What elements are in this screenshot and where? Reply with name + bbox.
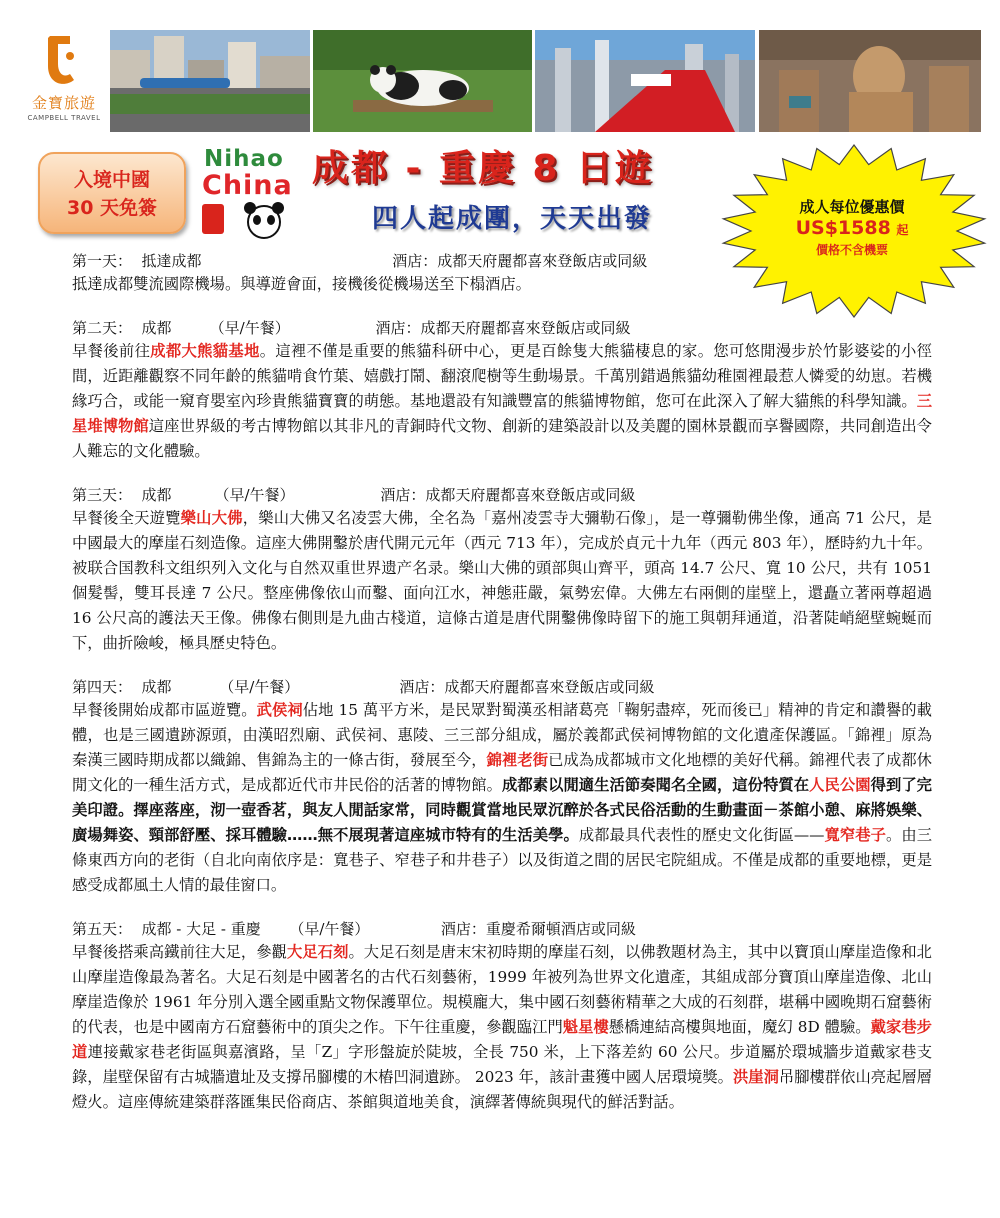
nihao-text: Nihao [204, 146, 284, 172]
description-text: 成都素以閒適生活節奏聞名全國，這份特質在 [502, 776, 810, 794]
badge-line-1: 入境中國 [73, 169, 150, 191]
visa-free-badge [38, 152, 186, 234]
city-monorail-photo [110, 30, 310, 132]
panda-photo [313, 30, 532, 132]
description-text: 早餐後開始成都市區遊覽。 [72, 701, 257, 719]
description-text: 。由三條東西方向的老街（自北向南依序是：寬巷子、窄巷子和井巷子）以及街道之間的居民宅院組成。不僅是成都的重要地標，更是感受成都風土人情的最佳窗口。 [72, 826, 932, 894]
badge-line-2: 30 天免簽 [66, 197, 158, 219]
highlight-attraction: 樂山大佛 [180, 509, 243, 527]
highlight-attraction: 洪崖洞 [732, 1068, 779, 1086]
day-header: 第一天： 抵達成都 酒店：成都天府麗都喜來登飯店或同級 [72, 252, 648, 270]
description-text: 佔地 15 萬平方米，是民眾對蜀漢丞相諸葛亮「鞠躬盡瘁，死而後已」精神的肯定和讚譽的載體，也是三國遺跡源頭，由漢昭烈廟、武侯祠、惠陵、三三部分組成，屬於義都武侯祠博物館的文化遺產保護區。「錦裡」原為秦漢三國時期成都以織錦、售錦為主的一條古街，發展至今， [72, 701, 932, 769]
description-text: 懸橋連結高樓與地面，魔幻 8D 體驗。 [608, 1018, 871, 1036]
day-description [72, 506, 932, 656]
description-text: 抵達成都雙流國際機場。與導遊會面，接機後從機場送至下榻酒店。 [72, 275, 531, 293]
description-text: 連接戴家巷老街區與嘉濱路，呈「Z」字形盤旋於陡坡，全長 750 米，上下落差約 60 公尺。步道屬於環城牆步道戴家巷支錄，崖壁保留有古城牆遺址及支撐吊腳樓的木樁凹洞遺跡。 2023 年，該計畫獲中國人居環境獎。 [72, 1043, 932, 1086]
highlight-attraction: 成都大熊貓基地 [150, 342, 260, 360]
page-title: 成都 - 重慶 8 日遊 [312, 148, 655, 189]
day-header: 第三天： 成都 （早/午餐） 酒店：成都天府麗都喜來登飯店或同級 [72, 486, 636, 504]
highlight-attraction: 戴家巷步道 [72, 1018, 932, 1061]
price-note: 價格不含機票 [815, 243, 888, 257]
day-section [72, 484, 932, 656]
day-description [72, 940, 932, 1115]
highlight-attraction: 大足石刻 [287, 943, 349, 961]
stone-buddha-photo [759, 30, 981, 132]
description-text: ，樂山大佛又名凌雲大佛，全名為「嘉州凌雲寺大彌勒石像」，是一尊彌勒佛坐像，通高 71 公尺，是中國最大的摩崖石刻造像。這座大佛開鑿於唐代開元元年（西元 713 年），完成於貞元十九年（西元 803 年），歷時約九十年。被联合国教科文组织列入文化与自然双重世界遗产名录。樂山大佛的頭部與山齊平，頭高 14.7 公尺、寬 10 公尺，共有 1051 個髮髻，雙耳長達 7 公尺。整座佛像依山而鑿、面向江水，神態莊嚴，氣勢宏偉。大佛左右兩側的崖壁上，還矗立著兩尊超過 16 公尺高的護法天王像。佛像右側則是九曲古棧道，這條古道是唐代開鑿佛像時留下的施工與朝拜通道，沿著陡峭絕壁蜿蜒而下，曲折險峻，極具歷史特色。 [72, 509, 932, 652]
day-description [72, 698, 932, 898]
brand-name: 金寶旅遊 [31, 94, 96, 112]
city-skyline-photo [535, 30, 755, 132]
day-section [72, 918, 932, 1115]
price-box [752, 196, 952, 258]
description-text: 早餐後前往 [72, 342, 151, 360]
day-header: 第二天： 成都 （早/午餐） 酒店：成都天府麗都喜來登飯店或同級 [72, 319, 631, 337]
price-label: 成人每位優惠價 [799, 198, 905, 216]
description-text: 吊腳樓群依山亮起層層燈火。這座傳統建築群落匯集民俗商店、茶館與道地美食，演繹著傳統與現代的鮮活對話。 [72, 1068, 932, 1111]
highlight-attraction: 人民公園 [809, 776, 871, 794]
day-section [72, 250, 932, 297]
price-suffix: 起 [896, 223, 909, 237]
brand-logo [24, 30, 104, 130]
panda-icon [200, 200, 300, 240]
campbell-logo-icon [44, 34, 80, 88]
description-text: 。這裡不僅是重要的熊貓科研中心，更是百餘隻大熊貓棲息的家。您可悠閒漫步於竹影婆娑的小徑間，近距離觀察不同年齡的熊貓啃食竹葉、嬉戲打鬧、翻滾爬樹等生動場景。千萬別錯過熊貓幼稚園裡最惹人憐愛的幼崽。若機緣巧合，或能一窺育嬰室內珍貴熊貓寶寶的萌態。基地還設有知識豐富的熊貓博物館，您可在此深入了解大貓熊的科學知識。 [72, 342, 932, 410]
itinerary [72, 250, 932, 1135]
description-text: 得到了完美印證。擇座落座，沏一壺香茗，與友人閒話家常，同時觀賞當地民眾沉醉於各式民俗活動的生動畫面－茶館小憩、麻將娛樂、廣場舞姿、頸部舒壓、採耳體驗……無不展現著這座城市特有的生活美學。 [72, 776, 932, 844]
brand-subtitle: CAMPBELL TRAVEL [27, 114, 101, 122]
day-description [72, 339, 932, 464]
china-text: China [202, 170, 293, 201]
day-header: 第四天： 成都 （早/午餐） 酒店：成都天府麗都喜來登飯店或同級 [72, 678, 655, 696]
highlight-attraction: 魁星樓 [562, 1018, 609, 1036]
day-section [72, 676, 932, 898]
highlight-attraction: 錦裡老街 [486, 751, 549, 769]
description-text: 已成為成都城市文化地標的美好代稱。錦裡代表了成都休閒文化的一種生活方式，是成都近代市井民俗的活著的博物館。 [72, 751, 932, 794]
day-header: 第五天： 成都 - 大足 - 重慶 （早/午餐） 酒店：重慶希爾頓酒店或同級 [72, 920, 636, 938]
price-value: US$1588 [795, 217, 891, 239]
nihao-china-logo [200, 140, 310, 240]
day-section [72, 317, 932, 464]
description-text: 早餐後搭乘高鐵前往大足，參觀 [72, 943, 288, 961]
description-text: 早餐後全天遊覽 [72, 509, 181, 527]
page-subtitle: 四人起成團，天天出發 [372, 204, 653, 234]
highlight-attraction: 三星堆博物館 [72, 392, 932, 435]
description-text: 。大足石刻是唐末宋初時期的摩崖石刻，以佛教題材為主，其中以寶頂山摩崖造像和北山摩崖造像最為著名。大足石刻是中國著名的古代石刻藝術，1999 年被列為世界文化遺產，其組成部分寶頂山摩崖造像、北山摩崖造像於 1961 年分別入選全國重點文物保護單位。規模龐大，集中國石刻藝術精華之大成的石刻群，堪稱中國晚期石窟藝術的代表，也是中國南方石窟藝術中的頂尖之作。下午往重慶，參觀臨江門 [72, 943, 932, 1036]
day-description [72, 272, 932, 297]
highlight-attraction: 武侯祠 [256, 701, 303, 719]
highlight-attraction: 寬窄巷子 [824, 826, 886, 844]
description-text: 這座世界級的考古博物館以其非凡的青銅時代文物、創新的建築設計以及美麗的園林景觀而享譽國際，共同創造出令人難忘的文化體驗。 [72, 417, 932, 460]
description-text: 成都最具代表性的歷史文化街區—— [578, 826, 825, 844]
